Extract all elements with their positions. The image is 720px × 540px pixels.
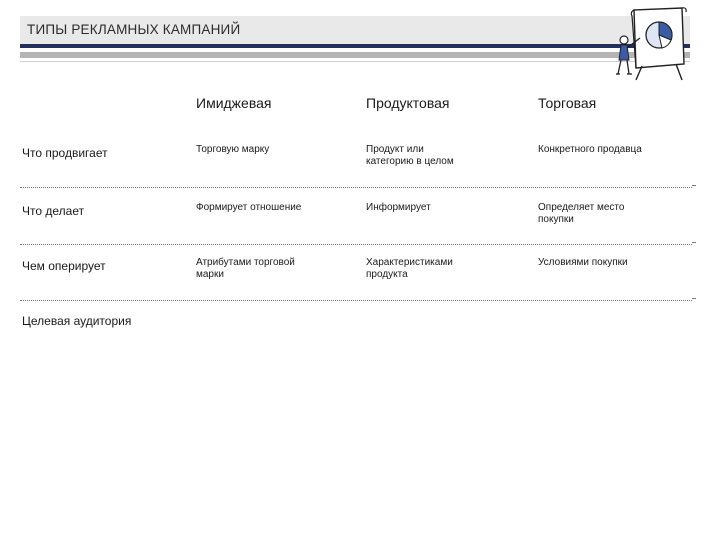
column-header-product: Продуктовая (366, 95, 450, 111)
header-rule-thin (20, 61, 690, 62)
column-header-image: Имиджевая (196, 95, 272, 111)
table-cell: Конкретного продавца (538, 144, 642, 155)
row-divider-tick (692, 298, 696, 299)
header-rule-navy (20, 44, 690, 48)
table-cell: Определяет место покупки (538, 202, 625, 225)
table-cell: Продукт или категорию в целом (366, 144, 454, 167)
table-cell: Характеристиками продукта (366, 257, 453, 280)
title-bar (20, 16, 690, 44)
row-label-does: Что делает (22, 204, 85, 218)
table-cell: Формирует отношение (196, 202, 302, 213)
header-rule-grey (20, 52, 690, 58)
table-cell: Атрибутами торговой марки (196, 257, 295, 280)
presenter-pie-chart-icon (612, 2, 692, 82)
page-title: ТИПЫ РЕКЛАМНЫХ КАМПАНИЙ (27, 22, 241, 37)
row-label-target-audience: Целевая аудитория (22, 314, 132, 328)
row-label-operates: Чем оперирует (22, 259, 106, 273)
row-divider-tick (692, 185, 696, 186)
table-cell: Условиями покупки (538, 257, 628, 268)
table-cell: Торговую марку (196, 144, 270, 155)
row-divider (20, 187, 692, 188)
row-divider (20, 244, 692, 245)
row-label-promotes: Что продвигает (22, 146, 108, 160)
column-header-trade: Торговая (538, 95, 597, 111)
row-divider-tick (692, 242, 696, 243)
row-divider (20, 300, 692, 301)
table-cell: Информирует (366, 202, 431, 213)
